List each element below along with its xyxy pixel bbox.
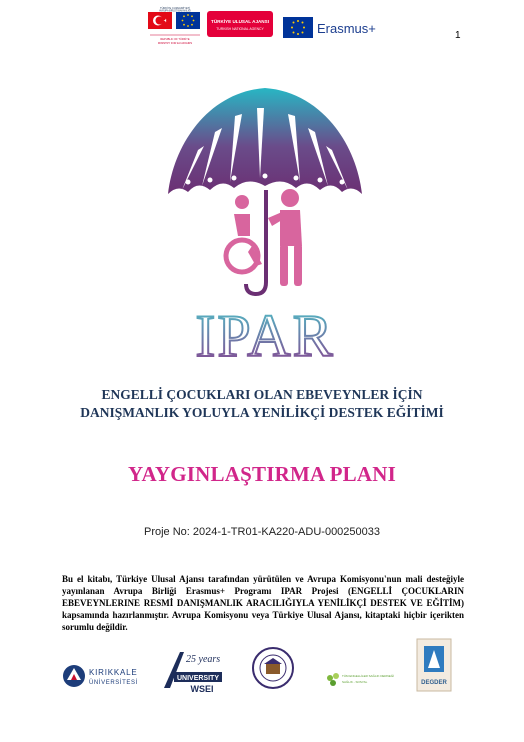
- svg-text:Erasmus+: Erasmus+: [317, 21, 376, 36]
- svg-text:UNIVERSITY: UNIVERSITY: [176, 675, 220, 682]
- svg-text:TÜM ENGELLİLER SAĞLIK DERNEĞİ: TÜM ENGELLİLER SAĞLIK DERNEĞİ: [342, 674, 395, 678]
- wsei-university-logo: [160, 648, 224, 696]
- page-title: YAYGINLAŞTIRMA PLANI: [128, 462, 396, 486]
- svg-text:IPAR: IPAR: [195, 303, 335, 369]
- degder-logo: [416, 638, 452, 692]
- svg-text:KIRIKKALE: KIRIKKALE: [89, 668, 138, 677]
- ipar-wordmark: [170, 300, 360, 369]
- svg-text:DEGDER: DEGDER: [421, 680, 447, 686]
- svg-text:REPUBLIC OF TÜRKİYE: REPUBLIC OF TÜRKİYE: [160, 38, 190, 41]
- national-agency-logo: [206, 10, 274, 40]
- partner-seal-logo: [251, 646, 295, 690]
- svg-text:SAĞLIK - SOSYAL: SAĞLIK - SOSYAL: [342, 680, 368, 684]
- turkey-eu-ministry-logo: [148, 6, 202, 52]
- svg-text:TURKISH NATIONAL AGENCY: TURKISH NATIONAL AGENCY: [216, 27, 264, 31]
- svg-text:25 years: 25 years: [186, 654, 221, 665]
- page-number: 1: [455, 30, 461, 41]
- svg-text:ÜNİVERSİTESİ: ÜNİVERSİTESİ: [89, 680, 138, 686]
- svg-text:TÜRKİYE ULUSAL AJANSI: TÜRKİYE ULUSAL AJANSI: [211, 19, 269, 24]
- svg-text:WSEI: WSEI: [190, 684, 214, 694]
- subtitle-line-1: ENGELLİ ÇOCUKLARI OLAN EBEVEYNLER İÇİN: [101, 387, 423, 402]
- ipar-umbrella-logo: [160, 86, 370, 301]
- subtitle-line-2: DANIŞMANLIK YOLUYLA YENİLİKÇİ DESTEK EĞİTİMİ: [80, 405, 444, 420]
- book-subtitle: [40, 386, 484, 422]
- health-association-logo: [324, 668, 395, 692]
- svg-text:TÜRKİYE CUMHURİYETİ: TÜRKİYE CUMHURİYETİ: [160, 7, 190, 10]
- svg-text:AVRUPA BİRLİĞİ BAKANLIĞI: AVRUPA BİRLİĞİ BAKANLIĞI: [159, 9, 191, 13]
- svg-text:MINISTRY FOR EU AFFAIRS: MINISTRY FOR EU AFFAIRS: [157, 42, 193, 45]
- project-number: Proje No: 2024-1-TR01-KA220-ADU-000250033: [143, 526, 381, 538]
- kirikkale-university-logo: [62, 662, 144, 692]
- erasmus-plus-logo: [283, 16, 393, 40]
- disclaimer-text: Bu el kitabı, Türkiye Ulusal Ajansı tarafından yürütülen ve Avrupa Komisyonu'nun mali desteğiyle yayınlanan Avrupa Birliği Erasmus+ Programı IPAR Projesi (ENGELLİ ÇOCUKLARIN EBEVEYNLERINE RESMİ DANIŞMANLIK ARACILIĞIYLA YENİLİKÇİ DESTEK VE EĞİTİM) kapsamında hazırlanmıştır. Avrupa Komisyonu veya Türkiye Ulusal Ajansı, kitaptaki hiçbir içerikten sorumlu değildir.: [62, 574, 464, 632]
